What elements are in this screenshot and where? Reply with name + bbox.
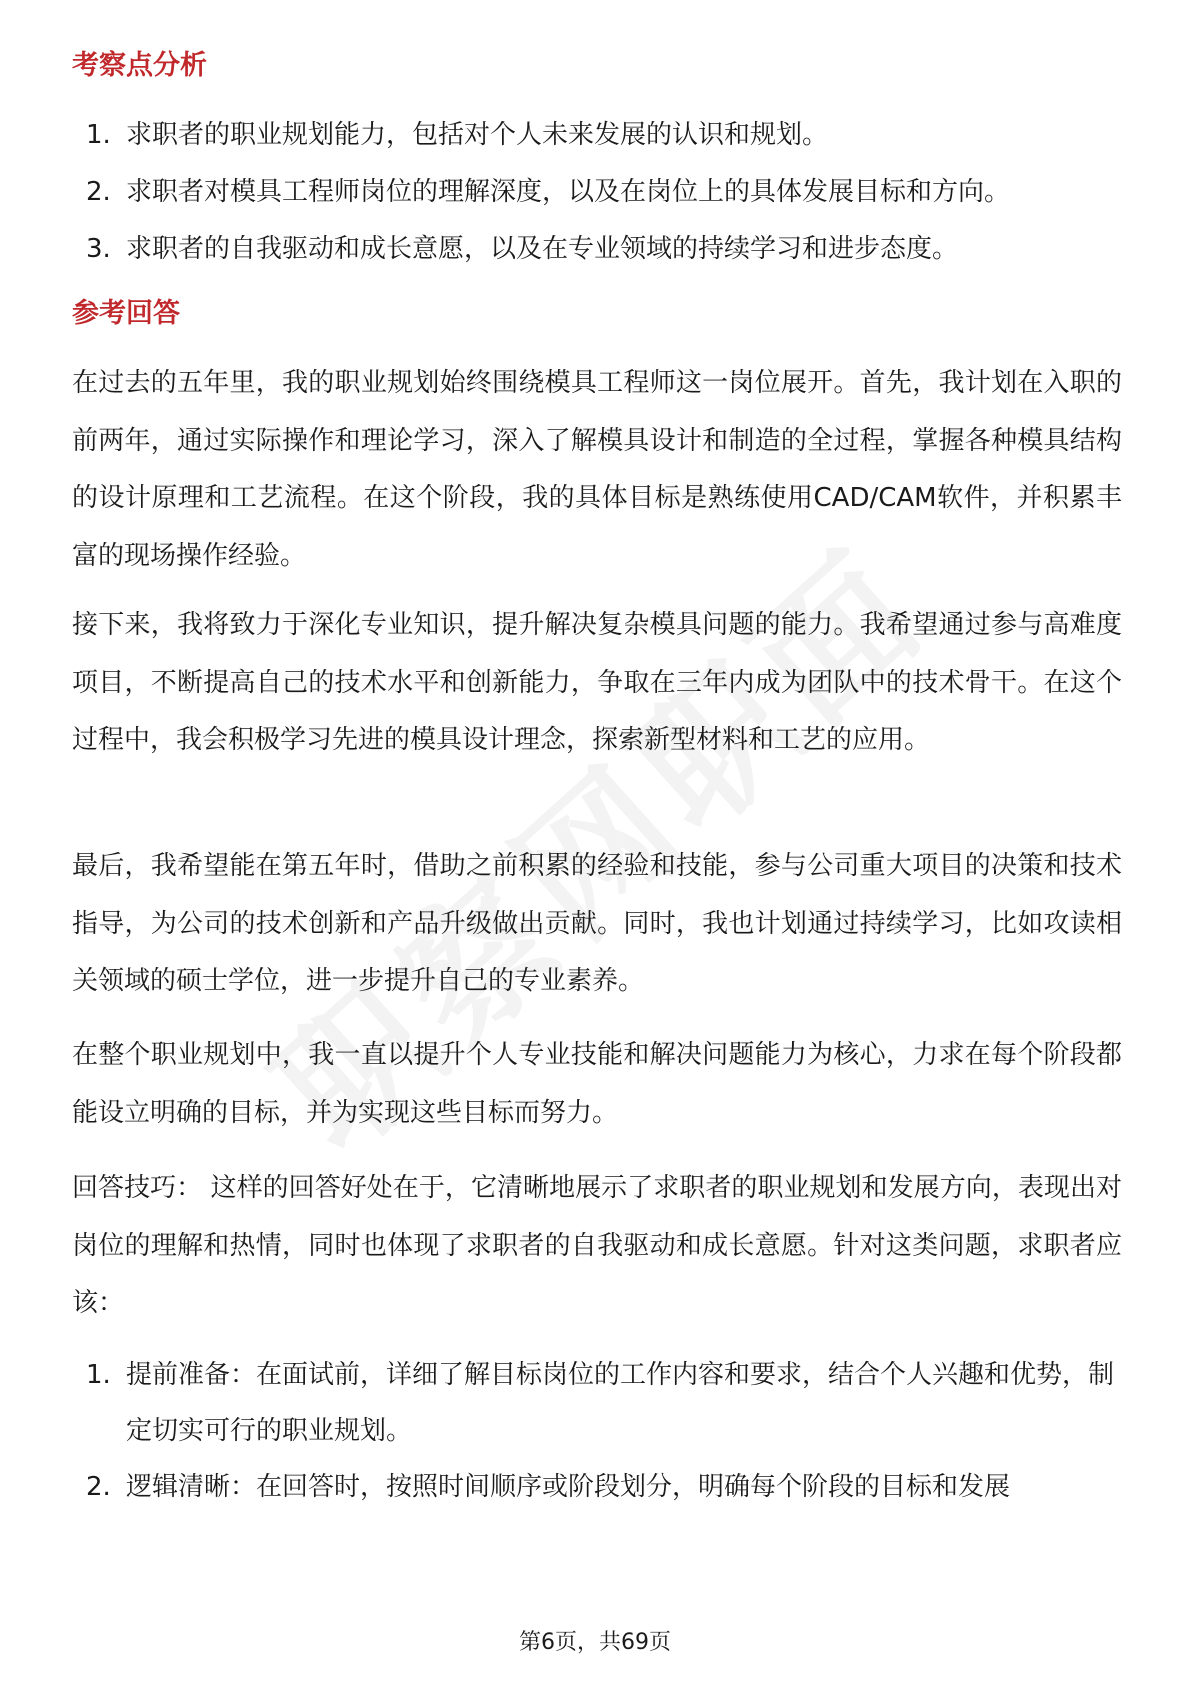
answer-paragraph: 在整个职业规划中，我一直以提升个人专业技能和解决问题能力为核心，力求在每个阶段都能设立明确的目标，并为实现这些目标而努力。: [72, 1040, 1122, 1128]
list-item-text: 求职者的自我驱动和成长意愿，以及在专业领域的持续学习和进步态度。: [126, 234, 959, 264]
list-item-number: 2.: [86, 177, 111, 207]
answer-paragraph: 最后，我希望能在第五年时，借助之前积累的经验和技能，参与公司重大项目的决策和技术指导，为公司的技术创新和产品升级做出贡献。同时，我也计划通过持续学习，比如攻读相关领域的硕士学位，进一步提升自己的专业素养。: [72, 851, 1122, 996]
section-heading-analysis: 考察点分析: [72, 50, 207, 81]
answer-paragraph: 接下来，我将致力于深化专业知识，提升解决复杂模具问题的能力。我希望通过参与高难度项目，不断提高自己的技术水平和创新能力，争取在三年内成为团队中的技术骨干。在这个过程中，我会积极学习先进的模具设计理念，探索新型材料和工艺的应用。: [72, 610, 1122, 755]
list-item: [72, 221, 1122, 278]
list-item-number: 3.: [86, 234, 111, 264]
list-item-text: 求职者对模具工程师岗位的理解深度，以及在岗位上的具体发展目标和方向。: [126, 177, 1011, 207]
list-item: [72, 1459, 1122, 1515]
list-item-number: 1.: [86, 1360, 111, 1390]
list-item: [72, 1347, 1122, 1459]
section-heading-answer: 参考回答: [72, 298, 180, 329]
list-item-text: 求职者的职业规划能力，包括对个人未来发展的认识和规划。: [126, 120, 829, 150]
list-item-text: 逻辑清晰：在回答时，按照时间顺序或阶段划分，明确每个阶段的目标和发展: [126, 1472, 1011, 1502]
list-item-text: 提前准备：在面试前，详细了解目标岗位的工作内容和要求，结合个人兴趣和优势，制定切实可行的职业规划。: [126, 1360, 1115, 1446]
list-item: [72, 107, 1122, 164]
answer-paragraph: 在过去的五年里，我的职业规划始终围绕模具工程师这一岗位展开。首先，我计划在入职的前两年，通过实际操作和理论学习，深入了解模具设计和制造的全过程，掌握各种模具结构的设计原理和工艺流程。在这个阶段，我的具体目标是熟练使用CAD/CAM软件，并积累丰富的现场操作经验。: [72, 368, 1122, 571]
page-number: 第6页，共69页: [519, 1630, 671, 1655]
list-item-number: 2.: [86, 1472, 111, 1502]
answer-tips-intro: 回答技巧： 这样的回答好处在于，它清晰地展示了求职者的职业规划和发展方向，表现出对岗位的理解和热情，同时也体现了求职者的自我驱动和成长意愿。针对这类问题，求职者应该：: [72, 1173, 1122, 1318]
list-item-number: 1.: [86, 120, 111, 150]
tips-list: [72, 1347, 1122, 1515]
analysis-list: [72, 107, 1122, 278]
list-item: [72, 164, 1122, 221]
